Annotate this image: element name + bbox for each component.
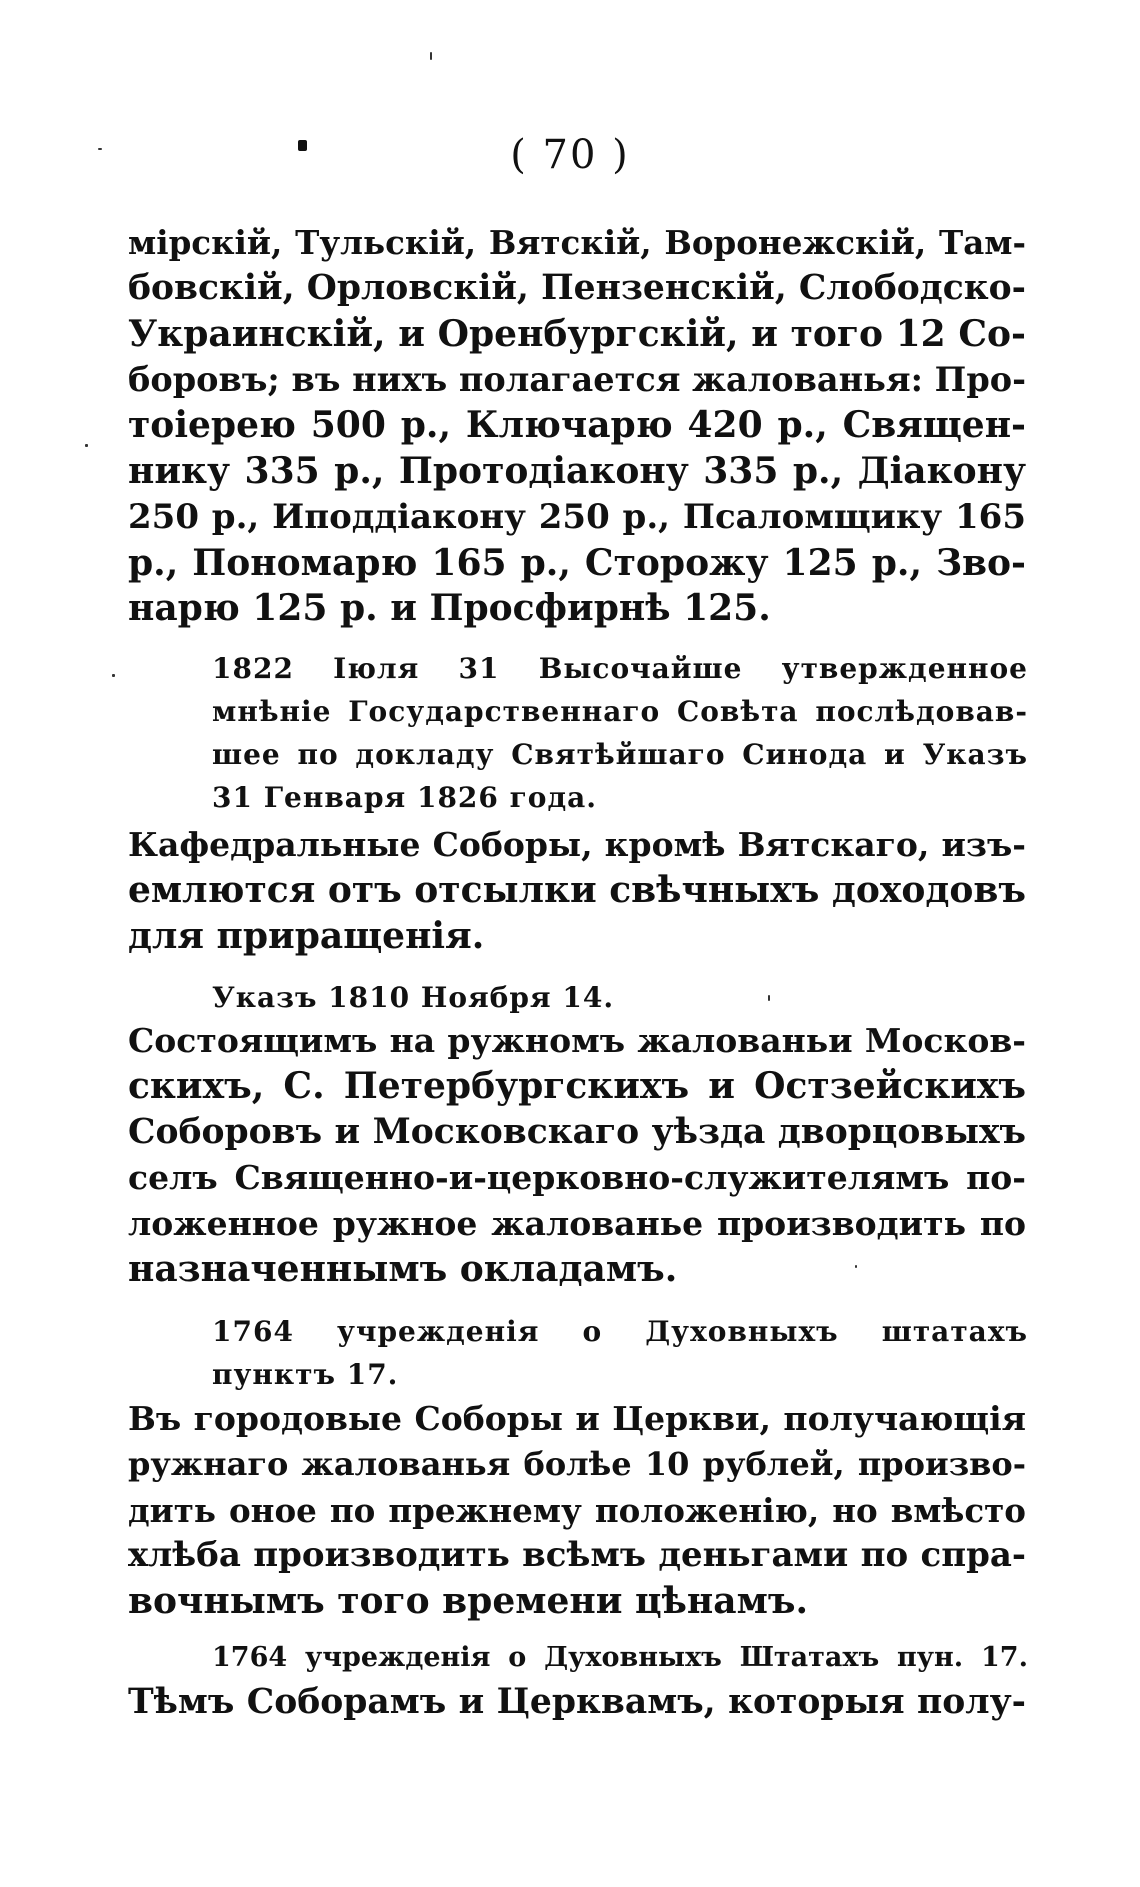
citation-note-4 bbox=[212, 1636, 1028, 1679]
citation-note-1 bbox=[212, 647, 1028, 819]
citation-note-3 bbox=[212, 1310, 1028, 1396]
text-line: Въ городовые Соборы и Церкви, получающія bbox=[128, 1399, 1026, 1438]
text-line: мірскій, Тульскій, Вятскій, Воронежскій, Там- bbox=[128, 223, 1026, 262]
paragraph-3 bbox=[128, 1018, 1026, 1293]
text-line: нику 335 р., Протодіакону 335 р., Діакону bbox=[128, 449, 1026, 492]
scan-speck bbox=[430, 52, 432, 60]
text-line: назначеннымъ окладамъ. bbox=[128, 1247, 678, 1290]
text-line: селъ Священно-и-церковно-служителямъ по- bbox=[128, 1158, 1026, 1198]
scan-speck bbox=[98, 148, 102, 150]
paragraph-2 bbox=[128, 822, 1026, 959]
note-line: шее по докладу Святѣйшаго Синода и Указъ bbox=[212, 738, 1028, 771]
text-line: 250 р., Иподдіакону 250 р., Псаломщику 165 bbox=[128, 496, 1026, 537]
text-line: для приращенія. bbox=[128, 914, 485, 957]
scan-speck bbox=[112, 674, 115, 677]
text-line: Украинскій, и Оренбургскій, и того 12 Со- bbox=[128, 312, 1026, 355]
note-line: 1764 учрежденія о Духовныхъ Штатахъ пун. 17. bbox=[212, 1642, 1028, 1673]
citation-note-2 bbox=[212, 976, 1028, 1019]
note-line: 1764 учрежденія о Духовныхъ штатахъ bbox=[212, 1315, 1028, 1348]
paragraph-5 bbox=[128, 1680, 1026, 1726]
paragraph-1 bbox=[128, 220, 1026, 632]
note-line: мнѣніе Государственнаго Совѣта послѣдовав- bbox=[212, 695, 1028, 728]
text-line: боровъ; въ нихъ полагается жалованья: Про- bbox=[128, 360, 1026, 400]
text-line: дить оное по прежнему положенію, но вмѣсто bbox=[128, 1490, 1026, 1530]
text-line: скихъ, С. Петербургскихъ и Остзейскихъ bbox=[128, 1064, 1026, 1107]
text-line: Состоящимъ на ружномъ жалованьи Москов- bbox=[128, 1021, 1026, 1060]
text-line: вочнымъ того времени цѣнамъ. bbox=[128, 1580, 809, 1623]
text-line: нарю 125 р. и Просфирнѣ 125. bbox=[128, 587, 771, 630]
text-line: р., Пономарю 165 р., Сторожу 125 р., Зво- bbox=[128, 541, 1026, 584]
text-line: ружнаго жалованья болѣе 10 рублей, произво- bbox=[128, 1444, 1026, 1483]
text-line: хлѣба производить всѣмъ деньгами по спра- bbox=[128, 1535, 1026, 1576]
text-line: тоіерею 500 р., Ключарю 420 р., Священ- bbox=[128, 404, 1026, 447]
text-line: Кафедральные Соборы, кромѣ Вятскаго, изъ- bbox=[128, 825, 1026, 864]
text-line: Тѣмъ Соборамъ и Церквамъ, которыя полу- bbox=[128, 1682, 1026, 1722]
text-line: Соборовъ и Московскаго уѣзда дворцовыхъ bbox=[128, 1111, 1026, 1152]
note-line: пунктъ 17. bbox=[212, 1358, 399, 1391]
scan-speck bbox=[855, 1265, 857, 1268]
note-line: 1822 Іюля 31 Высочайше утвержденное bbox=[212, 652, 1028, 685]
text-line: бовскій, Орловскій, Пензенскій, Слободско- bbox=[128, 267, 1026, 308]
paragraph-4 bbox=[128, 1396, 1026, 1625]
note-line: 31 Генваря 1826 года. bbox=[212, 781, 598, 814]
text-line: емлются отъ отсылки свѣчныхъ доходовъ bbox=[128, 868, 1026, 911]
page-number: ( 70 ) bbox=[510, 132, 630, 178]
text-line: ложенное ружное жалованье производить по bbox=[128, 1204, 1026, 1244]
note-line: Указъ 1810 Ноября 14. bbox=[212, 981, 615, 1014]
scan-speck bbox=[85, 444, 88, 447]
scan-speck bbox=[768, 995, 770, 1001]
